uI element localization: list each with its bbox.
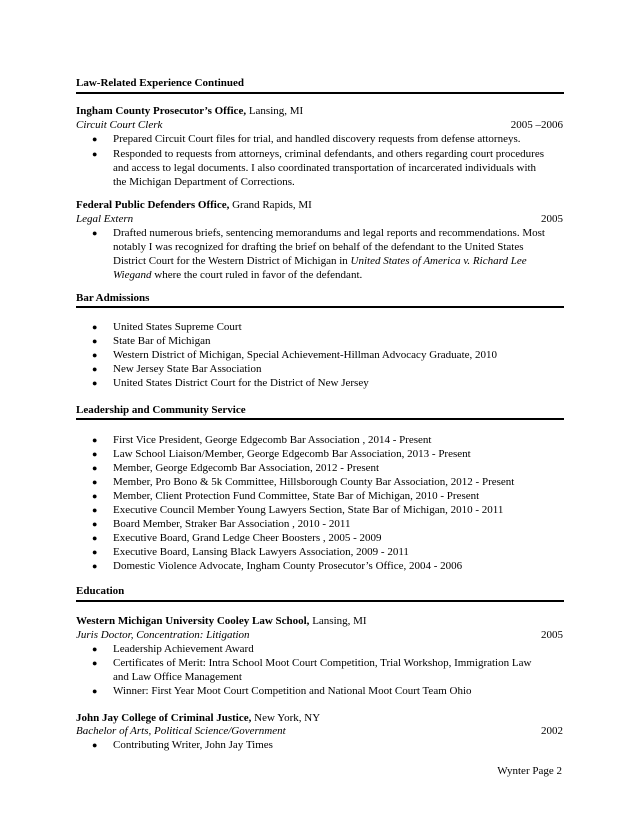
section-title-law-experience: Law-Related Experience Continued <box>76 77 245 89</box>
case-name: Wiegand <box>113 269 152 281</box>
job-role: Circuit Court Clerk <box>76 119 163 131</box>
education-bullet: Winner: First Year Moot Court Competition and National Moot Court Team Ohio <box>113 685 472 697</box>
bullet-icon: ● <box>92 740 98 750</box>
bullet-icon: ● <box>92 658 98 668</box>
school-name: John Jay College of Criminal Justice, <box>76 712 252 724</box>
bullet-icon: ● <box>92 350 98 360</box>
leadership-item: Member, Client Protection Fund Committee, State Bar of Michigan, 2010 - Present <box>113 490 480 502</box>
degree-date: 2005 <box>541 629 563 641</box>
job-date: 2005 <box>541 213 563 225</box>
bar-admission-item: Western District of Michigan, Special Achievement-Hillman Advocacy Graduate, 2010 <box>113 349 498 361</box>
bullet-icon: ● <box>92 435 98 445</box>
bullet-icon: ● <box>92 364 98 374</box>
school-header <box>76 711 320 725</box>
bullet-icon: ● <box>92 519 98 529</box>
bullet-icon: ● <box>92 228 98 238</box>
bullet-icon: ● <box>92 336 98 346</box>
job-date: 2005 –2006 <box>510 119 563 131</box>
bullet-icon: ● <box>92 134 98 144</box>
bar-admission-item: United States Supreme Court <box>113 321 242 333</box>
case-name: United States of America v. Richard Lee <box>350 255 527 267</box>
leadership-item: Member, Pro Bono & 5k Committee, Hillsborough County Bar Association, 2012 - Present <box>113 476 515 488</box>
section-title-leadership: Leadership and Community Service <box>76 404 246 416</box>
job-bullet-continued <box>113 254 527 268</box>
job-bullet-continued: and access to legal documents. I also coordinated transportation of incarcerated individuals with <box>113 162 537 174</box>
section-rule <box>76 418 564 420</box>
bullet-icon: ● <box>92 378 98 388</box>
page-footer: Wynter Page 2 <box>497 765 562 777</box>
education-bullet: Contributing Writer, John Jay Times <box>113 739 273 751</box>
bullet-text: District Court for the Western District of Michigan in <box>113 255 351 267</box>
section-title-education: Education <box>76 585 125 597</box>
job-header <box>76 104 303 118</box>
degree-date: 2002 <box>541 725 563 737</box>
bullet-icon: ● <box>92 491 98 501</box>
leadership-item: Executive Board, Lansing Black Lawyers Association, 2009 - 2011 <box>113 546 409 558</box>
job-role: Legal Extern <box>76 213 134 225</box>
bar-admission-item: United States District Court for the District of New Jersey <box>113 377 369 389</box>
bullet-icon: ● <box>92 449 98 459</box>
leadership-item: Domestic Violence Advocate, Ingham County Prosecutor’s Office, 2004 - 2006 <box>113 560 463 572</box>
job-organization: Ingham County Prosecutor’s Office, <box>76 105 247 117</box>
bullet-icon: ● <box>92 477 98 487</box>
section-rule <box>76 92 564 94</box>
school-location: Lansing, MI <box>309 615 367 627</box>
bullet-icon: ● <box>92 149 98 159</box>
job-bullet: Prepared Circuit Court files for trial, and handled discovery requests from defense attorneys. <box>113 133 521 145</box>
job-location: Lansing, MI <box>246 105 304 117</box>
bar-admission-item: New Jersey State Bar Association <box>113 363 262 375</box>
bullet-icon: ● <box>92 644 98 654</box>
job-bullet: Responded to requests from attorneys, criminal defendants, and others regarding court procedures <box>113 148 545 160</box>
job-location: Grand Rapids, MI <box>229 199 312 211</box>
bullet-icon: ● <box>92 505 98 515</box>
bullet-icon: ● <box>92 533 98 543</box>
bullet-text: where the court ruled in favor of the defendant. <box>151 269 363 281</box>
degree: Bachelor of Arts, Political Science/Government <box>76 725 286 737</box>
bullet-icon: ● <box>92 561 98 571</box>
school-header <box>76 614 367 628</box>
section-rule <box>76 306 564 308</box>
leadership-item: First Vice President, George Edgecomb Bar Association , 2014 - Present <box>113 434 432 446</box>
section-rule <box>76 600 564 602</box>
bullet-icon: ● <box>92 547 98 557</box>
leadership-item: Law School Liaison/Member, George Edgecomb Bar Association, 2013 - Present <box>113 448 471 460</box>
leadership-item: Executive Council Member Young Lawyers Section, State Bar of Michigan, 2010 - 2011 <box>113 504 504 516</box>
leadership-item: Board Member, Straker Bar Association , 2010 - 2011 <box>113 518 351 530</box>
job-bullet: Drafted numerous briefs, sentencing memorandums and legal reports and recommendations. Most <box>113 227 545 239</box>
job-organization: Federal Public Defenders Office, <box>76 199 230 211</box>
section-title-bar-admissions: Bar Admissions <box>76 292 150 304</box>
school-location: New York, NY <box>251 712 321 724</box>
job-bullet-continued: notably I was recognized for drafting the brief on behalf of the defendant to the United States <box>113 241 524 253</box>
education-bullet: Leadership Achievement Award <box>113 643 254 655</box>
education-bullet: Certificates of Merit: Intra School Moot Court Competition, Trial Workshop, Immigration Law <box>113 657 532 669</box>
bar-admission-item: State Bar of Michigan <box>113 335 211 347</box>
leadership-item: Member, George Edgecomb Bar Association, 2012 - Present <box>113 462 380 474</box>
leadership-item: Executive Board, Grand Ledge Cheer Boosters , 2005 - 2009 <box>113 532 382 544</box>
degree: Juris Doctor, Concentration: Litigation <box>76 629 250 641</box>
bullet-icon: ● <box>92 322 98 332</box>
job-header <box>76 198 312 212</box>
job-bullet-continued: the Michigan Department of Corrections. <box>113 176 295 188</box>
school-name: Western Michigan University Cooley Law School, <box>76 615 310 627</box>
job-bullet-continued <box>113 268 362 282</box>
education-bullet-continued: and Law Office Management <box>113 671 242 683</box>
bullet-icon: ● <box>92 686 98 696</box>
bullet-icon: ● <box>92 463 98 473</box>
